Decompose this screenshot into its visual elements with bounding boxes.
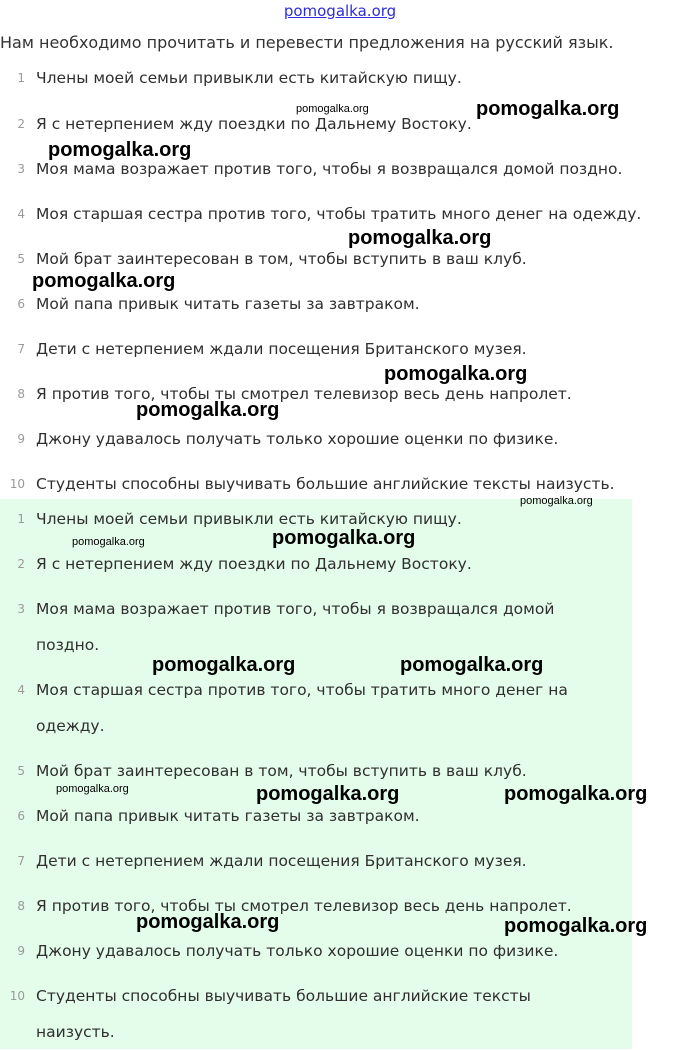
watermark: pomogalka.org xyxy=(400,654,544,676)
item-number: 2 xyxy=(17,117,25,131)
sentence-text: Дети с нетерпением ждали посещения Британского музея. xyxy=(36,852,527,870)
task-title: Нам необходимо прочитать и перевести предложения на русский язык. xyxy=(0,33,614,52)
watermark: pomogalka.org xyxy=(152,654,296,676)
item-number: 7 xyxy=(17,342,25,356)
item-number: 7 xyxy=(17,854,25,868)
sentence-text: Студенты способны выучивать большие английские тексты наизусть. xyxy=(36,475,615,493)
watermark: pomogalka.org xyxy=(72,536,145,548)
sentence-text: Мой брат заинтересован в том, чтобы вступить в ваш клуб. xyxy=(36,762,527,780)
item-number: 3 xyxy=(17,162,25,176)
item-number: 6 xyxy=(17,809,25,823)
sentence-text: Моя мама возражает против того, чтобы я возвращался домой поздно. xyxy=(36,160,623,178)
item-number: 6 xyxy=(17,297,25,311)
watermark: pomogalka.org xyxy=(384,363,528,385)
sentence-text: Я с нетерпением жду поездки по Дальнему Востоку. xyxy=(36,555,472,573)
watermark: pomogalka.org xyxy=(256,783,400,805)
site-link[interactable]: pomogalka.org xyxy=(283,2,397,20)
item-number: 1 xyxy=(17,71,25,85)
item-number: 4 xyxy=(17,207,25,221)
item-number: 1 xyxy=(17,512,25,526)
item-number: 2 xyxy=(17,557,25,571)
watermark: pomogalka.org xyxy=(504,783,648,805)
watermark: pomogalka.org xyxy=(476,98,620,120)
sentence-text: Джону удавалось получать только хорошие оценки по физике. xyxy=(36,942,559,960)
sentence-text: Дети с нетерпением ждали посещения Британского музея. xyxy=(36,340,527,358)
watermark: pomogalka.org xyxy=(504,915,648,937)
item-number: 9 xyxy=(17,944,25,958)
item-number: 4 xyxy=(17,683,25,697)
sentence-text: Студенты способны выучивать большие английские тексты наизусть. xyxy=(36,987,531,1041)
sentence-text: Мой папа привык читать газеты за завтраком. xyxy=(36,295,420,313)
item-number: 10 xyxy=(9,989,25,1003)
watermark: pomogalka.org xyxy=(48,139,192,161)
item-number: 10 xyxy=(9,477,25,491)
watermark: pomogalka.org xyxy=(32,270,176,292)
item-number: 8 xyxy=(17,387,25,401)
item-number: 5 xyxy=(17,764,25,778)
sentence-text: Мой брат заинтересован в том, чтобы вступить в ваш клуб. xyxy=(36,250,527,268)
watermark: pomogalka.org xyxy=(272,527,416,549)
sentence-text: Члены моей семьи привыкли есть китайскую пищу. xyxy=(36,510,462,528)
sentence-text: Члены моей семьи привыкли есть китайскую пищу. xyxy=(36,69,462,87)
item-number: 3 xyxy=(17,602,25,616)
sentence-text: Моя мама возражает против того, чтобы я возвращался домой поздно. xyxy=(36,600,555,654)
sentence-text: Моя старшая сестра против того, чтобы тратить много денег на одежду. xyxy=(36,205,642,223)
sentence-text: Я против того, чтобы ты смотрел телевизор весь день напролет. xyxy=(36,385,572,403)
watermark: pomogalka.org xyxy=(136,399,280,421)
watermark: pomogalka.org xyxy=(348,227,492,249)
watermark: pomogalka.org xyxy=(296,103,369,115)
sentence-text: Я против того, чтобы ты смотрел телевизор весь день напролет. xyxy=(36,897,572,915)
item-number: 5 xyxy=(17,252,25,266)
watermark: pomogalka.org xyxy=(136,911,280,933)
sentence-text: Мой папа привык читать газеты за завтраком. xyxy=(36,807,420,825)
watermark: pomogalka.org xyxy=(520,495,593,507)
watermark: pomogalka.org xyxy=(56,783,129,795)
sentence-text: Джону удавалось получать только хорошие оценки по физике. xyxy=(36,430,559,448)
item-number: 8 xyxy=(17,899,25,913)
item-number: 9 xyxy=(17,432,25,446)
sentence-text: Моя старшая сестра против того, чтобы тратить много денег на одежду. xyxy=(36,681,568,735)
sentence-text: Я с нетерпением жду поездки по Дальнему Востоку. xyxy=(36,115,472,133)
